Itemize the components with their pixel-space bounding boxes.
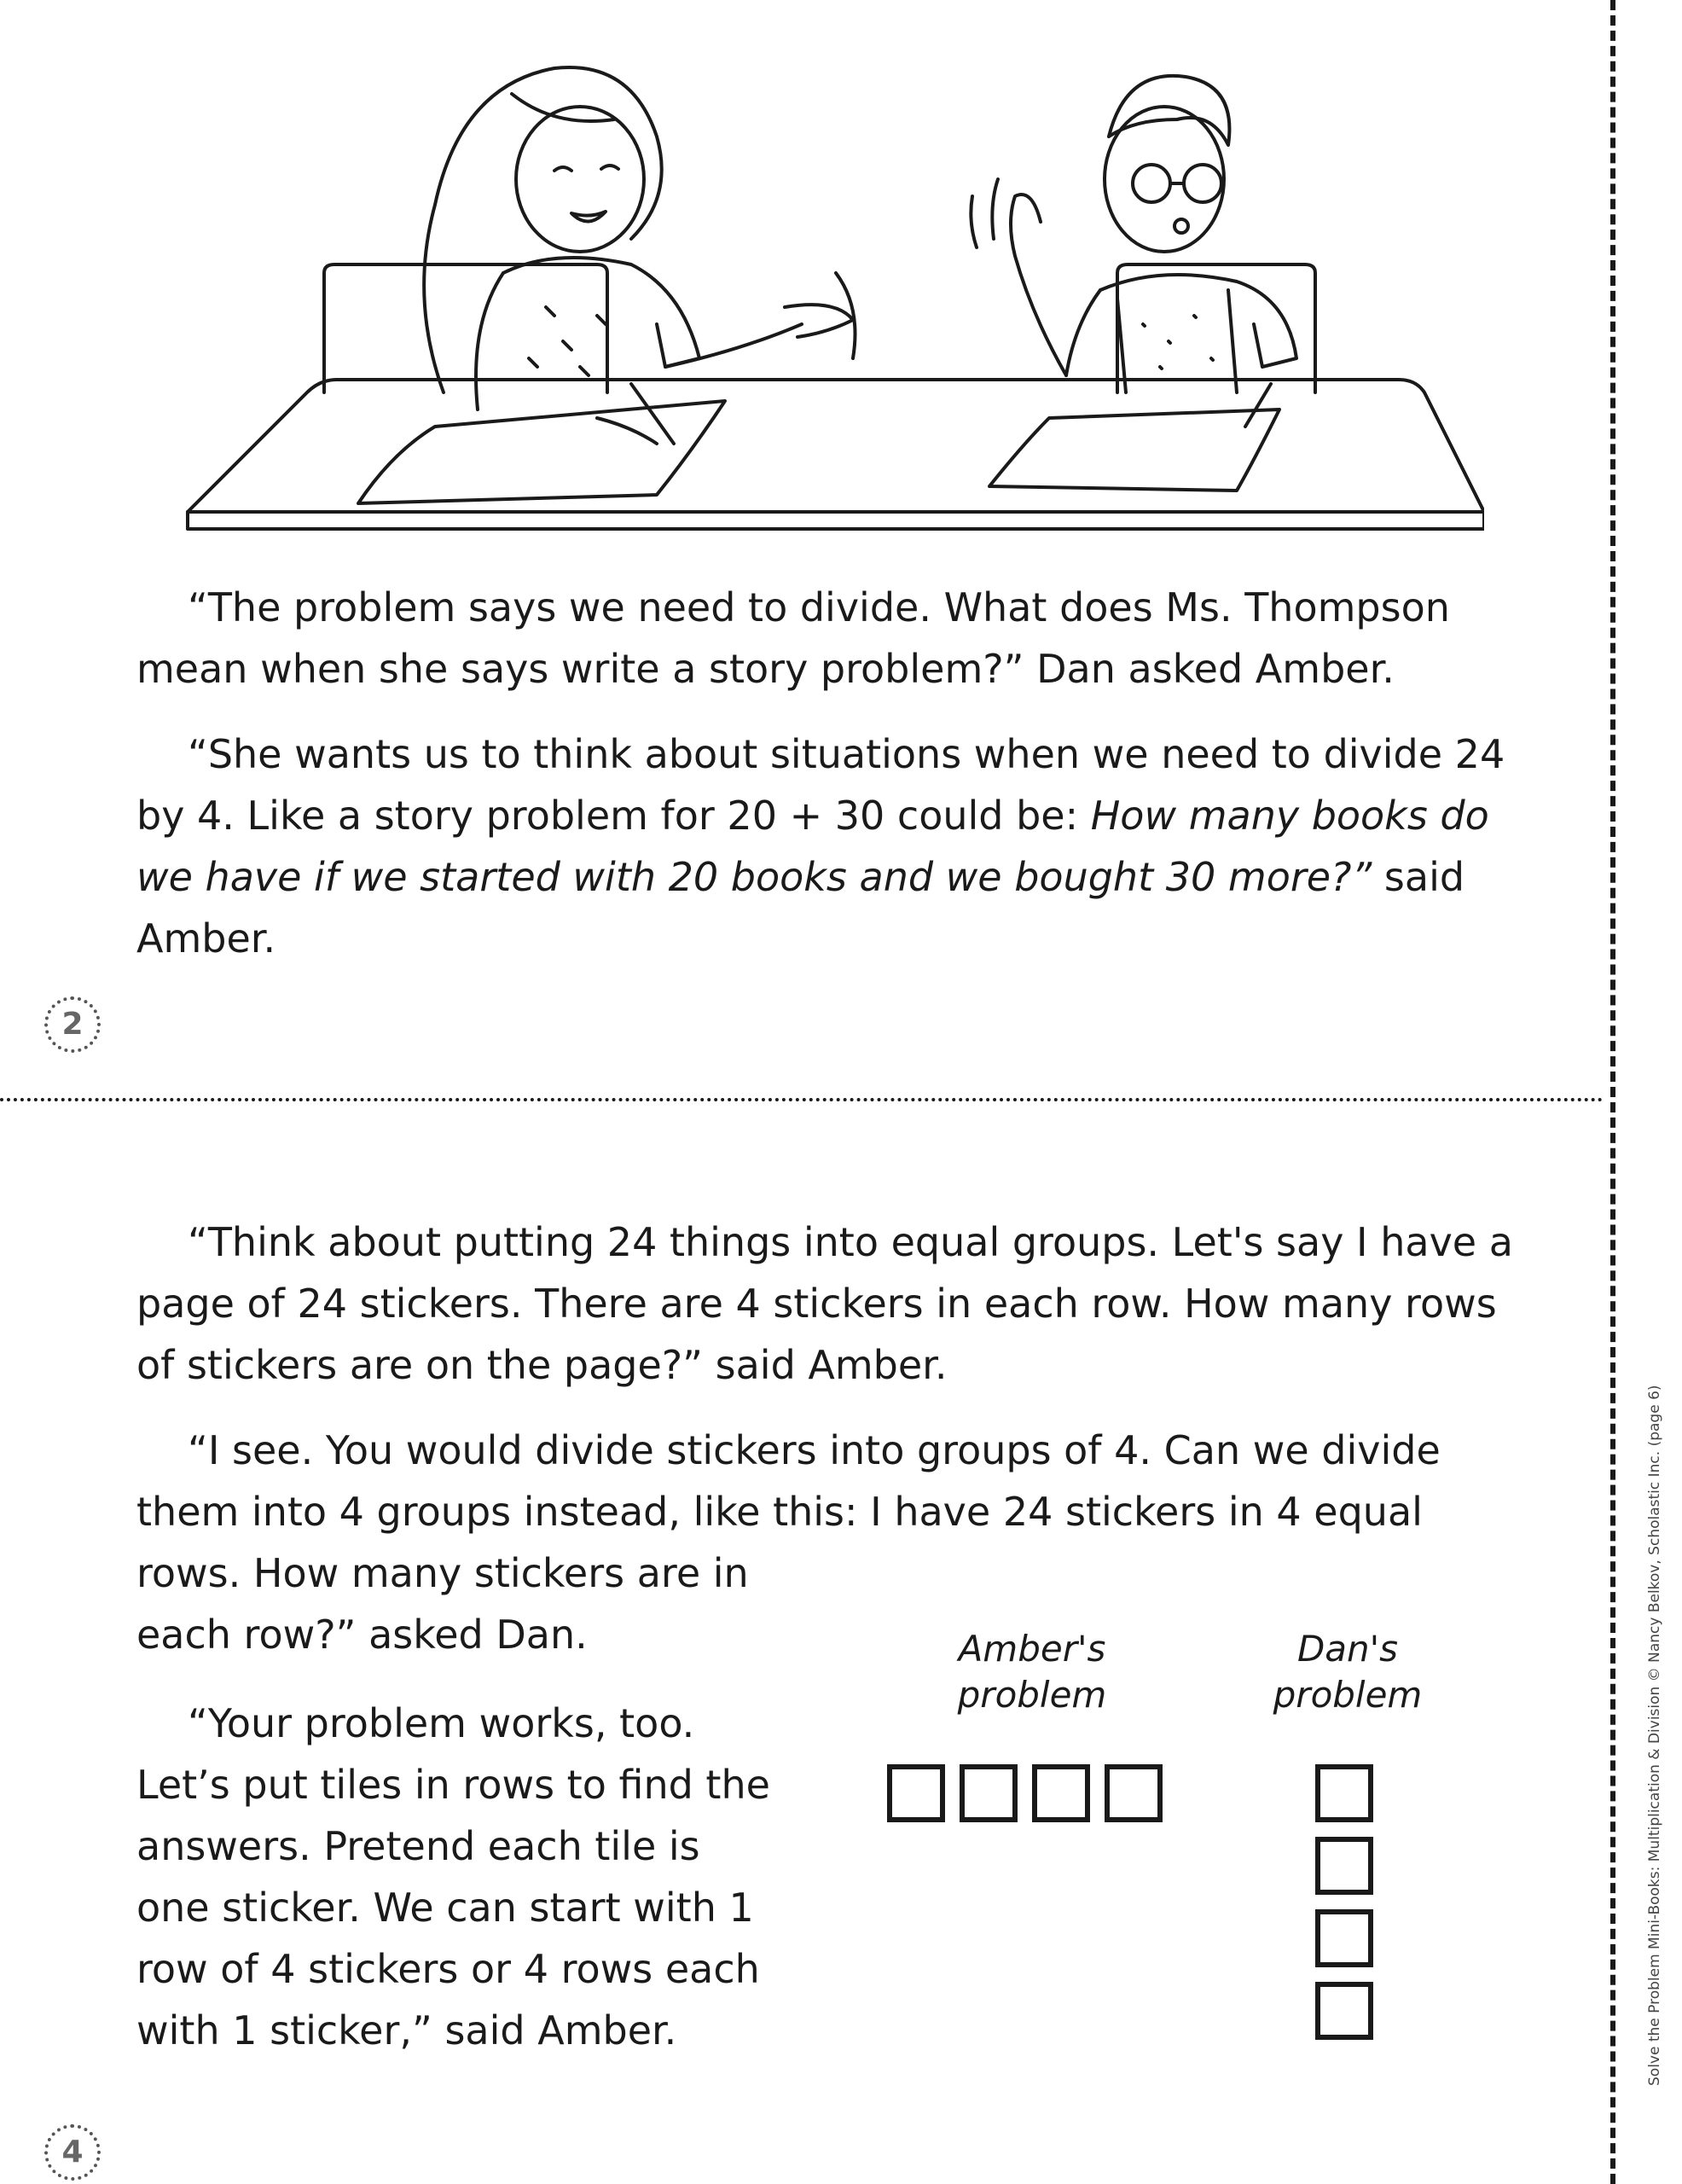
page-number-2: 2: [44, 996, 101, 1053]
dan-tile: [1315, 1909, 1373, 1967]
amber-problem-label: [930, 1626, 1134, 1718]
amber-tile: [960, 1764, 1018, 1822]
vertical-cut-line: [1610, 0, 1615, 2184]
children-at-table-illustration: [154, 17, 1484, 546]
paragraph-dan-question: “The problem says we need to divide. What does Ms. Thompson mean when she says write a story problem?” Dan asked Amber.: [136, 584, 1450, 692]
paragraph-dan-alternative-wide: “I see. You would divide stickers into groups of 4. Can we divide them into 4 groups instead, like this: I have 24 stickers in 4 equal: [136, 1427, 1441, 1535]
paragraph-amber-explains: [136, 723, 1535, 969]
paragraph-stickers-problem: “Think about putting 24 things into equal groups. Let's say I have a page of 24 stickers. There are 4 stickers in each row. How many rows of stickers are on the page?” said Amber.: [136, 1219, 1513, 1388]
dan-problem-label-line2: problem: [1273, 1674, 1423, 1716]
paragraph-amber-explains-end: said Amber.: [136, 854, 1465, 961]
copyright-credit: Solve the Problem Mini-Books: Multiplication & Division © Nancy Belkov, Scholastic Inc. (page 6): [1646, 1385, 1663, 2086]
dan-tile: [1315, 1982, 1373, 2040]
paragraph-tiles-explanation: “Your problem works, too. Let’s put tiles in rows to find the answers. Pretend each tile is one sticker. We can start with 1 row of 4 stickers or 4 rows each with 1 sticker,” said Amber.: [136, 1700, 770, 2053]
amber-tile: [887, 1764, 945, 1822]
paragraph-dan-alternative-narrow: rows. How many stickers are in each row?” asked Dan.: [136, 1550, 749, 1658]
dan-tile: [1315, 1764, 1373, 1822]
page-number-4: 4: [44, 2124, 101, 2181]
amber-problem-label-line2: problem: [957, 1674, 1107, 1716]
paragraph-amber-explains-start: “She wants us to think about situations when we need to divide 24 by 4. Like a story problem for 20 + 30 could be:: [136, 731, 1505, 839]
amber-tile: [1032, 1764, 1090, 1822]
paragraph-amber-explains-example: How many books do we have if we started with 20 books and we bought 30 more?”: [136, 793, 1489, 900]
dan-problem-label: [1245, 1626, 1450, 1718]
dan-problem-label-line1: Dan's: [1296, 1628, 1399, 1670]
dan-tile: [1315, 1837, 1373, 1895]
horizontal-cut-line: [0, 1098, 1604, 1101]
amber-problem-label-line1: Amber's: [958, 1628, 1106, 1670]
amber-tile: [1105, 1764, 1163, 1822]
